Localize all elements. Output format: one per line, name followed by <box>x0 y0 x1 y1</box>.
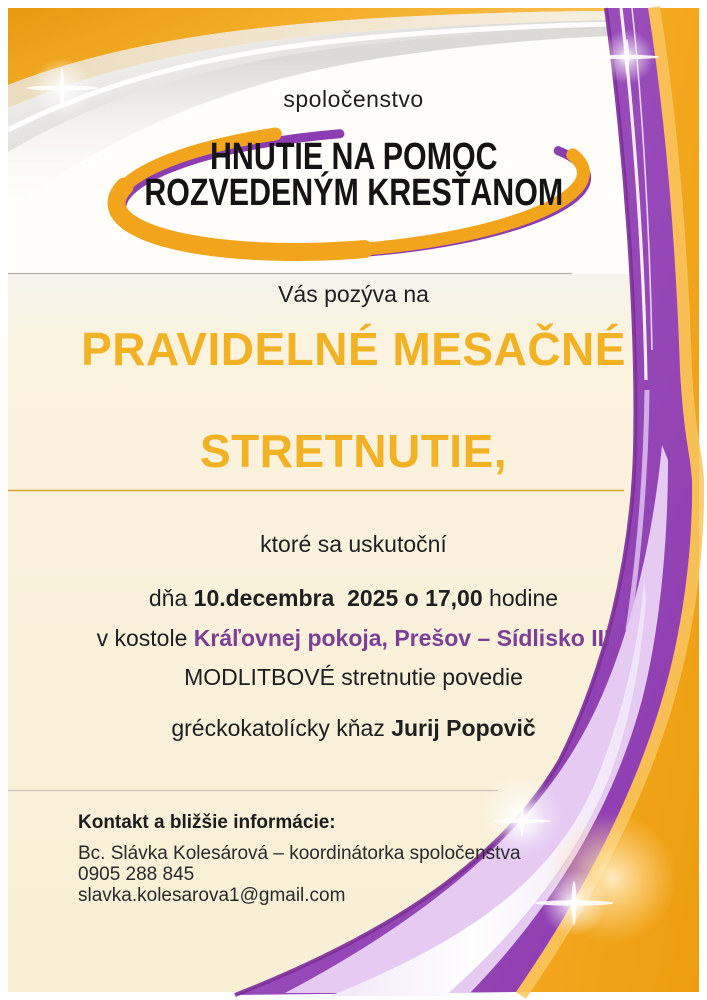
contact-email: slavka.kolesarova1@gmail.com <box>78 885 346 906</box>
logo-title-line2-text: ROZVEDENÝM KRESŤANOM <box>144 172 563 214</box>
logo-title-line1 <box>8 136 699 178</box>
logo-title-line1-text: HNUTIE NA POMOC <box>209 136 498 178</box>
date-suffix: hodine <box>482 585 559 611</box>
meeting-type-line: MODLITBOVÉ stretnutie povedie <box>184 664 523 690</box>
community-label: spoločenstvo <box>283 86 424 112</box>
date-prefix: dňa <box>148 585 194 611</box>
place-line <box>8 625 699 652</box>
contact-heading: Kontakt a bližšie informácie: <box>78 812 336 833</box>
place-prefix: v kostole <box>96 625 194 651</box>
leader-line <box>8 715 699 742</box>
date-line <box>8 585 699 612</box>
logo-title-line2 <box>8 172 699 214</box>
invitation-line: Vás pozýva na <box>278 281 429 307</box>
contact-person: Bc. Slávka Kolesárová – koordinátorka spoločenstva <box>78 843 521 864</box>
occurrence-line: ktoré sa uskutoční <box>260 531 447 557</box>
place-value: Kráľovnej pokoja, Prešov – Sídlisko III <box>193 625 611 651</box>
event-title-line2: STRETNUTIE, <box>199 425 508 477</box>
leader-name: Jurij Popovič <box>391 715 536 741</box>
leader-prefix: gréckokatolícky kňaz <box>171 715 392 741</box>
date-value: 10.decembra 2025 o 17,00 <box>193 585 483 611</box>
event-title-line1: PRAVIDELNÉ MESAČNÉ <box>81 323 626 375</box>
contact-phone: 0905 288 845 <box>78 864 195 885</box>
